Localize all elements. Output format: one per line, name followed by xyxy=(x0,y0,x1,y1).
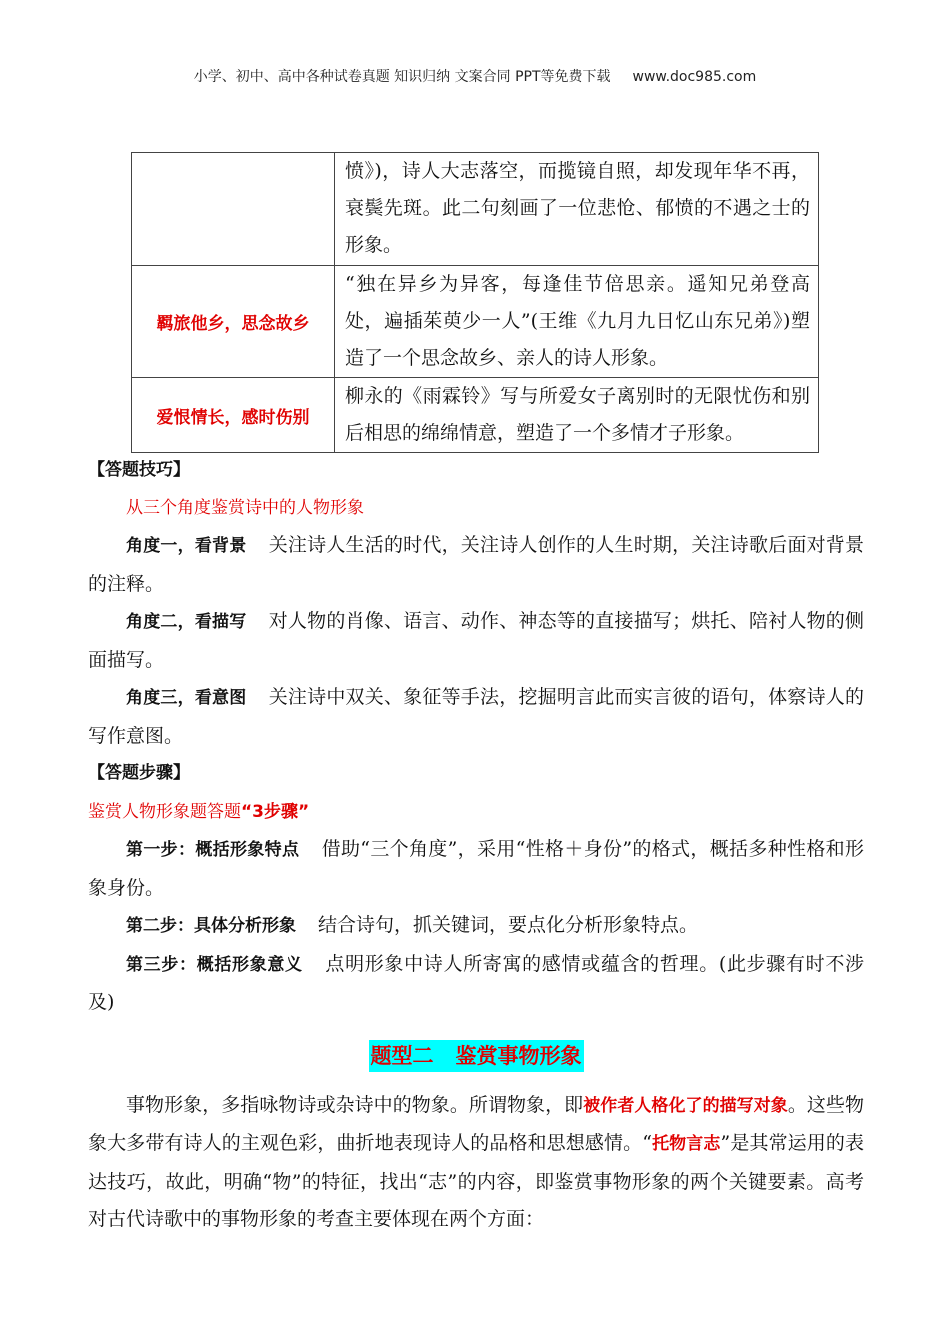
tip-label: 角度三，看意图 xyxy=(126,688,247,708)
section-title-wrap xyxy=(88,1040,864,1073)
section-paragraph xyxy=(88,1087,864,1239)
table-text-cell: 柳永的《雨霖铃》写与所爱女子离别时的无限忧伤和别后相思的绵绵情意，塑造了一个多情才子形象。 xyxy=(335,378,819,453)
steps-subheading-bold: “3步骤” xyxy=(241,801,310,822)
step-text: 借助“三个角度”，采用“性格＋身份”的格式，概括多种性格和形象身份。 xyxy=(88,838,865,899)
table-category-cell: 羁旅他乡，思念故乡 xyxy=(132,266,335,378)
highlight-text: 托物言志 xyxy=(651,1134,721,1154)
character-image-table xyxy=(131,152,819,453)
table-text-cell: “独在异乡为异客，每逢佳节倍思亲。遥知兄弟登高处，遍插茱萸少一人”(王维《九月九日忆山东兄弟》)塑造了一个思念故乡、亲人的诗人形象。 xyxy=(335,266,819,378)
step-item xyxy=(88,907,864,946)
tip-text: 对人物的肖像、语言、动作、神态等的直接描写；烘托、陪衬人物的侧面描写。 xyxy=(88,610,864,671)
step-text: 结合诗句，抓关键词，要点化分析形象特点。 xyxy=(318,914,699,936)
tip-label: 角度二，看描写 xyxy=(126,612,247,632)
table-category-cell: 爱恨情长，感时伤别 xyxy=(132,378,335,453)
tip-text: 关注诗人生活的时代，关注诗人创作的人生时期，关注诗歌后面对背景的注释。 xyxy=(88,534,864,595)
tip-item xyxy=(88,679,864,755)
table-category-cell xyxy=(132,153,335,266)
paragraph-text: 。这些物象大多带有诗人的主观色彩，曲折地表现诗人的品格和思想感情。“ xyxy=(88,1093,864,1154)
steps-heading: 【答题步骤】 xyxy=(88,763,190,783)
tip-text: 关注诗中双关、象征等手法，挖掘明言此而实言彼的语句，体察诗人的写作意图。 xyxy=(88,686,864,747)
paragraph-text: 事物形象，多指咏物诗或杂诗中的物象。所谓物象，即 xyxy=(126,1093,584,1116)
step-label: 第一步：概括形象特点 xyxy=(126,840,300,860)
page-header xyxy=(0,66,950,86)
tips-heading: 【答题技巧】 xyxy=(88,460,190,480)
step-label: 第二步：具体分析形象 xyxy=(126,916,296,936)
table-row xyxy=(132,378,819,453)
section-title-b: 鉴赏事物形象 xyxy=(455,1043,582,1068)
steps-subheading-prefix: 鉴赏人物形象题答题 xyxy=(88,801,241,822)
table-row xyxy=(132,153,819,266)
table-text-cell: 愤》)，诗人大志落空，而揽镜自照，却发现年华不再，衰鬓先斑。此二句刻画了一位悲怆、郁愤的不遇之士的形象。 xyxy=(335,153,819,266)
table-row xyxy=(132,266,819,378)
highlight-text: 被作者人格化了的描写对象 xyxy=(583,1095,788,1116)
step-text: 点明形象中诗人所寄寓的感情或蕴含的哲理。(此步骤有时不涉及) xyxy=(88,952,864,1013)
main-content xyxy=(88,452,864,1239)
steps-subheading xyxy=(88,793,864,832)
header-url[interactable]: www.doc985.com xyxy=(632,69,757,85)
step-item xyxy=(88,831,864,907)
section-title xyxy=(369,1040,584,1072)
tip-item xyxy=(88,603,864,679)
tip-label: 角度一，看背景 xyxy=(126,536,247,556)
header-text: 小学、初中、高中各种试卷真题 知识归纳 文案合同 PPT等免费下载 xyxy=(193,69,611,85)
tips-subheading: 从三个角度鉴赏诗中的人物形象 xyxy=(126,497,364,518)
tip-item xyxy=(88,527,864,603)
paragraph-text: ”是其常运用的表达技巧，故此，明确“物”的特征，找出“志”的内容，即鉴赏事物形象的两个关键要素。高考对古代诗歌中的事物形象的考查主要体现在两个方面： xyxy=(88,1132,865,1230)
step-item xyxy=(88,946,864,1022)
section-title-a: 题型二 xyxy=(370,1043,434,1068)
step-label: 第三步：概括形象意义 xyxy=(126,954,303,975)
